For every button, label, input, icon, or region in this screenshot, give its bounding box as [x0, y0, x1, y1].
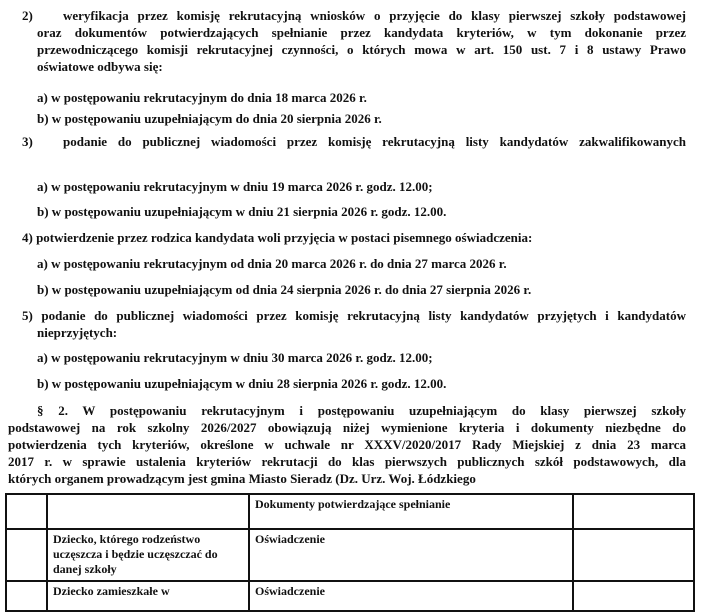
item-5-line-1: 5) podanie do publicznej wiadomości przez komisję rekrutacyjną listy kandydatów przyjętych i kandydatów — [22, 308, 686, 323]
row-2-document: Oświadczenie — [249, 581, 573, 611]
row-1-lp — [6, 529, 47, 581]
item-3-text: podanie do publicznej wiadomości przez komisję rekrutacyjną listy kandydatów zakwalifikowanych — [63, 134, 686, 149]
item-2-sub-b: b) w postępowaniu uzupełniającym do dnia 20 sierpnia 2026 r. — [37, 111, 382, 126]
item-5-sub-a: a) w postępowaniu rekrutacyjnym w dniu 30 marca 2026 r. godz. 12.00; — [37, 350, 433, 365]
header-cell-documents: Dokumenty potwierdzające spełnianie — [249, 494, 573, 529]
header-cell-points — [573, 494, 694, 529]
item-4-sub-a: a) w postępowaniu rekrutacyjnym od dnia 20 marca 2026 r. do dnia 27 marca 2026 r. — [37, 256, 507, 271]
item-5-sub-b: b) w postępowaniu uzupełniającym w dniu 28 sierpnia 2026 r. godz. 12.00. — [37, 376, 447, 391]
item-2-line-2: oraz dokumentów potwierdzających spełnianie przez kandydata kryteriów, w tym dokonanie przez — [37, 25, 686, 40]
table-row — [6, 581, 694, 611]
row-1-document: Oświadczenie — [249, 529, 573, 581]
criteria-table — [5, 493, 695, 612]
header-cell-lp — [6, 494, 47, 529]
header-cell-criterion — [47, 494, 249, 529]
item-2-line-1: weryfikacja przez komisję rekrutacyjną wniosków o przyjęcie do klasy pierwszej szkoły podstawowej — [63, 8, 686, 23]
item-4-sub-b: b) w postępowaniu uzupełniającym od dnia 24 sierpnia 2026 r. do dnia 27 sierpnia 2026 r. — [37, 282, 532, 297]
table-header-row — [6, 494, 694, 529]
item-2-number: 2) — [22, 8, 33, 23]
item-2-sub-a: a) w postępowaniu rekrutacyjnym do dnia 18 marca 2026 r. — [37, 90, 367, 105]
section-2-line-2: podstawowej na rok szkolny 2026/2027 obowiązują niżej wymienione kryteria i dokumenty niezbędne do — [8, 420, 686, 435]
table-row — [6, 529, 694, 581]
item-4-text: 4) potwierdzenie przez rodzica kandydata woli przyjęcia w postaci pisemnego oświadczenia: — [22, 230, 533, 245]
section-2-line-1: § 2. W postępowaniu rekrutacyjnym i postępowaniu uzupełniającym do klasy pierwszej szkoły — [37, 403, 686, 418]
section-2-line-4: 2017 r. w sprawie ustalenia kryteriów rekrutacji do klas pierwszych publicznych szkół podstawowych, dla — [8, 454, 686, 469]
item-3-sub-a: a) w postępowaniu rekrutacyjnym w dniu 19 marca 2026 r. godz. 12.00; — [37, 179, 433, 194]
item-2-line-3: przewodniczącego komisji rekrutacyjnej czynności, o których mowa w art. 150 ust. 7 i 8 ustawy Prawo — [37, 42, 686, 57]
item-5-line-2: nieprzyjętych: — [37, 325, 118, 340]
item-2-line-4: oświatowe odbywa się: — [37, 59, 163, 74]
item-3-number: 3) — [22, 134, 33, 149]
row-2-criterion: Dziecko zamieszkałe w — [47, 581, 249, 611]
row-1-points — [573, 529, 694, 581]
item-3-sub-b: b) w postępowaniu uzupełniającym w dniu 21 sierpnia 2026 r. godz. 12.00. — [37, 204, 447, 219]
row-2-points — [573, 581, 694, 611]
row-1-criterion: Dziecko, którego rodzeństwo uczęszcza i będzie uczęszczać do danej szkoły — [47, 529, 249, 581]
section-2-line-3: potwierdzenia tych kryteriów, określone w uchwale nr XXXV/2020/2017 Rady Miejskiej z dnia 23 marca — [8, 437, 686, 452]
row-2-lp — [6, 581, 47, 611]
section-2-line-5: których organem prowadzącym jest gmina Miasto Sieradz (Dz. Urz. Woj. Łódzkiego — [8, 471, 476, 486]
